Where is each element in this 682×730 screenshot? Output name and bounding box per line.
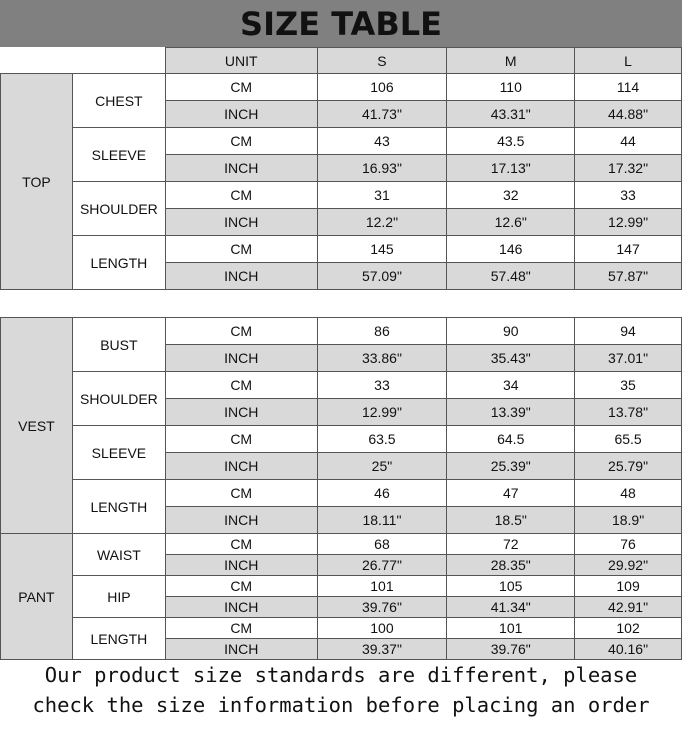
vest-group-label: VEST bbox=[1, 318, 73, 534]
unit-cell: INCH bbox=[165, 507, 317, 534]
size-value-cell: 102 bbox=[575, 618, 682, 639]
unit-cell: CM bbox=[165, 618, 317, 639]
size-value-cell: 16.93" bbox=[317, 155, 447, 182]
size-value-cell: 90 bbox=[447, 318, 575, 345]
size-value-cell: 86 bbox=[317, 318, 447, 345]
table-row bbox=[1, 128, 682, 155]
size-value-cell: 64.5 bbox=[447, 426, 575, 453]
unit-cell: CM bbox=[165, 534, 317, 555]
vest-pant-size-table bbox=[0, 317, 682, 660]
unit-cell: CM bbox=[165, 576, 317, 597]
size-value-cell: 12.99" bbox=[575, 209, 682, 236]
size-value-cell: 17.13" bbox=[447, 155, 575, 182]
size-value-cell: 114 bbox=[575, 74, 682, 101]
size-value-cell: 57.48" bbox=[447, 263, 575, 290]
size-value-cell: 33.86" bbox=[317, 345, 447, 372]
size-value-cell: 76 bbox=[575, 534, 682, 555]
size-value-cell: 40.16" bbox=[575, 639, 682, 660]
unit-cell: CM bbox=[165, 182, 317, 209]
size-value-cell: 63.5 bbox=[317, 426, 447, 453]
size-value-cell: 25.39" bbox=[447, 453, 575, 480]
table-row bbox=[1, 480, 682, 507]
size-value-cell: 39.76" bbox=[317, 597, 447, 618]
unit-cell: INCH bbox=[165, 345, 317, 372]
size-value-cell: 48 bbox=[575, 480, 682, 507]
size-disclaimer-note bbox=[0, 660, 682, 720]
size-value-cell: 12.2" bbox=[317, 209, 447, 236]
measurement-name: SHOULDER bbox=[72, 372, 165, 426]
size-value-cell: 43.31" bbox=[447, 101, 575, 128]
unit-cell: CM bbox=[165, 236, 317, 263]
size-value-cell: 39.37" bbox=[317, 639, 447, 660]
table-row bbox=[1, 318, 682, 345]
table-row bbox=[1, 534, 682, 555]
unit-cell: INCH bbox=[165, 555, 317, 576]
size-value-cell: 26.77" bbox=[317, 555, 447, 576]
unit-cell: INCH bbox=[165, 399, 317, 426]
table-row bbox=[1, 372, 682, 399]
size-value-cell: 28.35" bbox=[447, 555, 575, 576]
size-value-cell: 46 bbox=[317, 480, 447, 507]
size-value-cell: 43.5 bbox=[447, 128, 575, 155]
size-value-cell: 35 bbox=[575, 372, 682, 399]
unit-cell: CM bbox=[165, 372, 317, 399]
unit-cell: INCH bbox=[165, 155, 317, 182]
size-value-cell: 101 bbox=[447, 618, 575, 639]
header-unit: UNIT bbox=[165, 48, 317, 74]
header-row bbox=[1, 48, 682, 74]
size-value-cell: 18.9" bbox=[575, 507, 682, 534]
size-value-cell: 106 bbox=[317, 74, 447, 101]
measurement-name: LENGTH bbox=[72, 480, 165, 534]
size-value-cell: 57.87" bbox=[575, 263, 682, 290]
measurement-name: LENGTH bbox=[72, 236, 165, 290]
size-value-cell: 43 bbox=[317, 128, 447, 155]
size-value-cell: 18.11" bbox=[317, 507, 447, 534]
header-size-0: S bbox=[317, 48, 447, 74]
unit-cell: INCH bbox=[165, 453, 317, 480]
size-table-title-bar bbox=[0, 0, 682, 47]
size-value-cell: 109 bbox=[575, 576, 682, 597]
size-value-cell: 39.76" bbox=[447, 639, 575, 660]
table-row bbox=[1, 236, 682, 263]
table-row bbox=[1, 182, 682, 209]
size-value-cell: 33 bbox=[575, 182, 682, 209]
size-value-cell: 110 bbox=[447, 74, 575, 101]
size-value-cell: 18.5" bbox=[447, 507, 575, 534]
size-value-cell: 35.43" bbox=[447, 345, 575, 372]
note-line-1: Our product size standards are different, please bbox=[44, 663, 638, 687]
size-value-cell: 94 bbox=[575, 318, 682, 345]
size-value-cell: 44.88" bbox=[575, 101, 682, 128]
size-value-cell: 65.5 bbox=[575, 426, 682, 453]
table-row bbox=[1, 74, 682, 101]
size-value-cell: 47 bbox=[447, 480, 575, 507]
size-value-cell: 44 bbox=[575, 128, 682, 155]
note-line-2: check the size information before placing an order bbox=[32, 693, 650, 717]
size-value-cell: 25.79" bbox=[575, 453, 682, 480]
unit-cell: CM bbox=[165, 128, 317, 155]
size-value-cell: 32 bbox=[447, 182, 575, 209]
table-row bbox=[1, 576, 682, 597]
unit-cell: CM bbox=[165, 74, 317, 101]
measurement-name: CHEST bbox=[72, 74, 165, 128]
header-size-1: M bbox=[447, 48, 575, 74]
unit-cell: INCH bbox=[165, 597, 317, 618]
size-value-cell: 13.78" bbox=[575, 399, 682, 426]
size-value-cell: 25" bbox=[317, 453, 447, 480]
table-row bbox=[1, 426, 682, 453]
measurement-name: SLEEVE bbox=[72, 426, 165, 480]
size-value-cell: 72 bbox=[447, 534, 575, 555]
size-value-cell: 147 bbox=[575, 236, 682, 263]
measurement-name: BUST bbox=[72, 318, 165, 372]
size-value-cell: 29.92" bbox=[575, 555, 682, 576]
measurement-name: LENGTH bbox=[72, 618, 165, 660]
size-value-cell: 41.34" bbox=[447, 597, 575, 618]
size-value-cell: 37.01" bbox=[575, 345, 682, 372]
unit-cell: CM bbox=[165, 480, 317, 507]
size-value-cell: 34 bbox=[447, 372, 575, 399]
unit-cell: CM bbox=[165, 318, 317, 345]
size-value-cell: 100 bbox=[317, 618, 447, 639]
measurement-name: SLEEVE bbox=[72, 128, 165, 182]
size-value-cell: 17.32" bbox=[575, 155, 682, 182]
header-size-2: L bbox=[575, 48, 682, 74]
size-value-cell: 42.91" bbox=[575, 597, 682, 618]
unit-cell: INCH bbox=[165, 263, 317, 290]
unit-cell: CM bbox=[165, 426, 317, 453]
size-value-cell: 41.73" bbox=[317, 101, 447, 128]
size-value-cell: 13.39" bbox=[447, 399, 575, 426]
top-group-label: TOP bbox=[1, 74, 73, 290]
measurement-name: SHOULDER bbox=[72, 182, 165, 236]
size-value-cell: 101 bbox=[317, 576, 447, 597]
size-value-cell: 33 bbox=[317, 372, 447, 399]
unit-cell: INCH bbox=[165, 639, 317, 660]
top-size-table bbox=[0, 47, 682, 290]
pant-group-label: PANT bbox=[1, 534, 73, 660]
size-value-cell: 68 bbox=[317, 534, 447, 555]
unit-cell: INCH bbox=[165, 101, 317, 128]
measurement-name: WAIST bbox=[72, 534, 165, 576]
size-value-cell: 12.99" bbox=[317, 399, 447, 426]
size-value-cell: 105 bbox=[447, 576, 575, 597]
size-value-cell: 31 bbox=[317, 182, 447, 209]
size-value-cell: 146 bbox=[447, 236, 575, 263]
unit-cell: INCH bbox=[165, 209, 317, 236]
size-table-title: SIZE TABLE bbox=[240, 4, 442, 43]
size-value-cell: 145 bbox=[317, 236, 447, 263]
size-value-cell: 57.09" bbox=[317, 263, 447, 290]
measurement-name: HIP bbox=[72, 576, 165, 618]
header-blank-cell bbox=[1, 48, 166, 74]
table-row bbox=[1, 618, 682, 639]
size-value-cell: 12.6" bbox=[447, 209, 575, 236]
